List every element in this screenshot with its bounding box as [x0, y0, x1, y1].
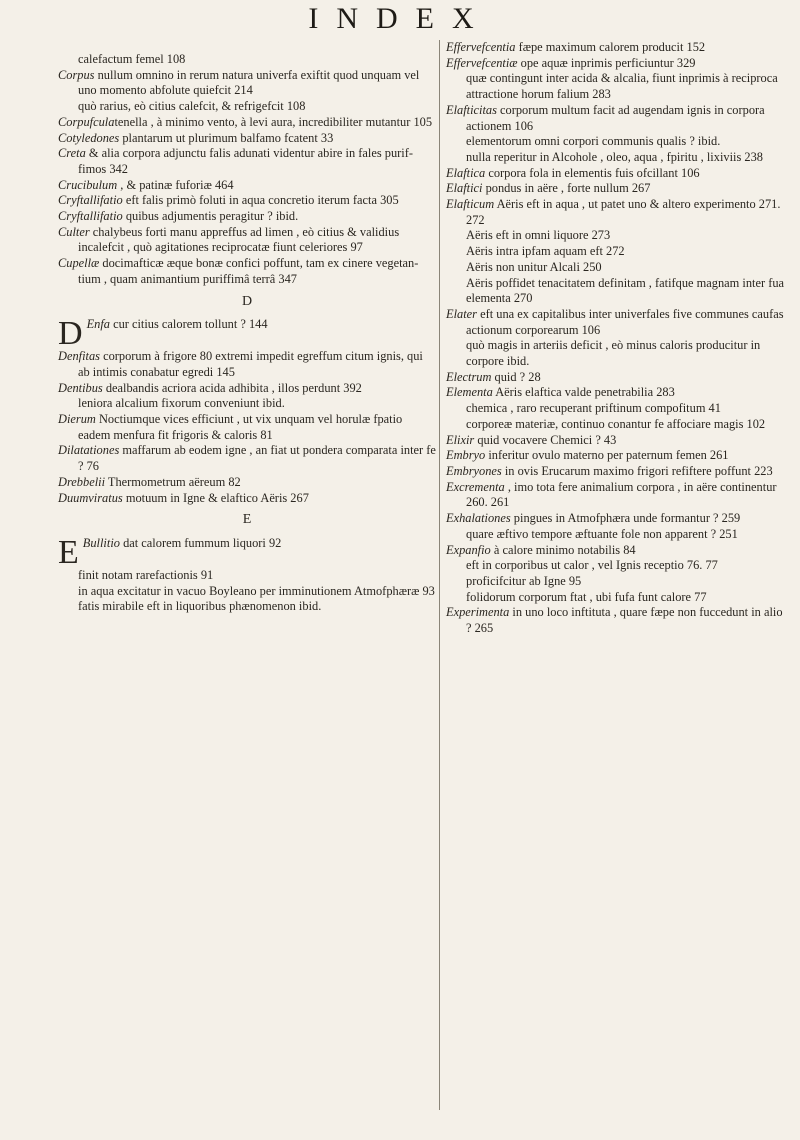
entry-text: maffarum ab eodem igne , an fiat ut pondera comparata inter fe ? 76 — [78, 443, 436, 474]
entry-text: quare æftivo tempore æftuante fole non apparent ? 251 — [466, 526, 738, 541]
entry-headword: Duumviratus — [58, 490, 123, 505]
entry-headword: Creta — [58, 146, 86, 161]
entry-text: leniora alcalium fixorum conveniunt ibid. — [78, 396, 285, 411]
entry-headword: Dentibus — [58, 380, 103, 395]
index-entry — [446, 338, 790, 369]
entry-text: calefactum femel 108 — [78, 52, 186, 66]
entry-headword: Embryones — [446, 463, 502, 478]
entry-text: Aëris eft in aqua , ut patet uno & altero experimento 271. 272 — [466, 197, 781, 227]
entry-headword: Cupellæ — [58, 256, 100, 271]
entry-text: plantarum ut plurimum balfamo fcatent 33 — [119, 130, 334, 145]
entry-text: Aëris elaftica valde penetrabilia 283 — [492, 385, 675, 400]
entry-text: fæpe maximum calorem producit 152 — [515, 40, 706, 54]
index-entry — [446, 56, 790, 72]
entry-text: tenella , à minimo vento, à levi aura, incredibiliter mutantur 105 — [114, 114, 433, 129]
index-entry — [58, 412, 436, 443]
index-entry — [446, 448, 790, 464]
entry-text: quò rarius, eò citius calefcit, & refrigefcit 108 — [78, 99, 306, 114]
entry-text: cur citius calorem tollunt ? 144 — [109, 317, 268, 332]
entry-text: nullum omnino in rerum natura univerfa exiftit quod unquam vel uno momento abfolute quiefcit 214 — [78, 67, 420, 98]
index-entry — [446, 543, 790, 559]
entry-text: Aëris intra ipfam aquam eft 272 — [466, 244, 625, 259]
index-entry — [58, 315, 436, 353]
index-entry — [58, 381, 436, 397]
entry-text: quid vocavere Chemici ? 43 — [474, 432, 617, 447]
entry-headword: Elafticum — [446, 197, 495, 212]
index-entry — [446, 197, 790, 228]
index-entry — [58, 475, 436, 491]
index-entry — [446, 558, 790, 574]
index-entry — [446, 228, 790, 244]
index-entry — [446, 150, 790, 166]
left-entries — [58, 52, 436, 288]
index-entry — [58, 396, 436, 412]
index-entry — [446, 370, 790, 386]
index-entry — [446, 605, 790, 636]
index-entry — [58, 131, 436, 147]
entry-headword: Bullitio — [82, 535, 120, 550]
entry-text: Thermometrum aëreum 82 — [105, 474, 241, 489]
entry-headword: Cryftallifatio — [58, 193, 123, 208]
entry-text: & alia corpora adjunctu falis adunati videntur abire in fales purif-fimos 342 — [78, 146, 413, 176]
entry-headword: Elater — [446, 306, 477, 321]
entry-text: eft una ex capitalibus inter univerfales five communes caufas actionum corporearum 106 — [466, 306, 784, 337]
page-header-index: INDEX — [308, 2, 492, 35]
entry-headword: Elementa — [446, 385, 493, 400]
entry-text: quò magis in arteriis deficit , eò minus caloris producitur in corpore ibid. — [466, 338, 761, 369]
entry-headword: Corpufcula — [58, 114, 115, 129]
entry-text: corpora fola in elementis fuis ofcillant 106 — [485, 165, 700, 180]
entry-text: pingues in Atmofphæra unde formantur ? 259 — [510, 511, 741, 526]
entry-text: , & patinæ fuforiæ 464 — [117, 177, 234, 192]
entry-headword: Experimenta — [446, 605, 510, 620]
entry-headword: Cotyledones — [58, 130, 120, 145]
index-entry — [446, 433, 790, 449]
entry-text: corporum multum facit ad augendam ignis in corpora actionem 106 — [466, 102, 765, 133]
entry-headword: Exhalationes — [446, 511, 511, 526]
index-entry — [446, 401, 790, 417]
index-entry — [58, 349, 436, 380]
column-divider — [439, 40, 440, 1110]
index-entry — [446, 166, 790, 182]
entry-text: dat calorem fummum liquori 92 — [119, 535, 282, 550]
entry-headword: Dierum — [58, 412, 96, 427]
entry-text: nulla reperitur in Alcohole , oleo, aqua , fpiritu , lixiviis 238 — [466, 149, 763, 164]
index-entry — [446, 244, 790, 260]
entry-headword: Cryftallifatio — [58, 209, 123, 224]
index-entry — [446, 511, 790, 527]
entry-text: folidorum corporum ftat , ubi fufa funt calore 77 — [466, 589, 707, 604]
index-entry — [58, 178, 436, 194]
index-entry — [446, 527, 790, 543]
entry-text: quid ? 28 — [491, 369, 541, 384]
entry-headword: Culter — [58, 224, 90, 239]
entry-headword: Elaftici — [446, 181, 483, 196]
index-entry — [446, 574, 790, 590]
entry-headword: Expanfio — [446, 542, 491, 557]
entry-text: Aëris non unitur Alcali 250 — [466, 259, 602, 274]
index-entry — [58, 491, 436, 507]
entry-text: Aëris poffidet tenacitatem definitam , fatifque magnam inter fua elementa 270 — [466, 275, 785, 306]
entry-text: quibus adjumentis peragitur ? ibid. — [122, 209, 299, 224]
entry-headword: Drebbelii — [58, 474, 106, 489]
entry-text: chalybeus forti manu appreffus ad limen , eò citius & validius incalefcit , quò agitationes reciprocatæ fiunt celeriores 97 — [78, 224, 400, 255]
index-entry — [446, 417, 790, 433]
index-entry — [58, 99, 436, 115]
entry-headword: Enfa — [86, 317, 110, 332]
entry-headword: Corpus — [58, 67, 95, 82]
index-entry — [58, 599, 436, 615]
entry-text: elementorum omni corpori communis qualis ? ibid. — [466, 134, 721, 149]
entry-headword: Electrum — [446, 369, 492, 384]
entry-text: corporeæ materiæ, continuo conantur fe affociare magis 102 — [466, 416, 766, 431]
entry-headword: Crucibulum — [58, 177, 118, 192]
entry-text: dealbandis acriora acida adhibita , illos perdunt 392 — [102, 380, 362, 395]
index-entry — [446, 134, 790, 150]
index-entry — [58, 193, 436, 209]
index-entry — [446, 260, 790, 276]
entry-text: motuum in Igne & elaftico Aëris 267 — [122, 490, 309, 505]
entry-headword: Elaftica — [446, 165, 486, 180]
entry-text: ope aquæ inprimis perficiuntur 329 — [517, 55, 696, 70]
index-entry — [58, 52, 436, 68]
entry-headword: Effervefcentia — [446, 40, 516, 54]
entry-headword: Denfitas — [58, 349, 100, 364]
entry-text: eft in corporibus ut calor , vel Ignis receptio 76. 77 — [466, 558, 718, 573]
right-entries — [446, 40, 790, 637]
entry-text: in ovis Erucarum maximo frigori refiftere poffunt 223 — [501, 463, 773, 478]
entry-text: corporum à frigore 80 extremi impedit egreffum citum ignis, qui ab intimis conabatur egredi 145 — [78, 349, 423, 379]
index-entry — [58, 533, 436, 571]
index-entry — [58, 209, 436, 225]
index-entry — [446, 464, 790, 480]
drop-cap: D — [58, 315, 83, 353]
section-letter-e: E — [242, 512, 252, 528]
index-entry — [58, 146, 436, 177]
entry-text: docimafticæ æque bonæ confici poffunt, tam ex cinere vegetan-tium , quam animantium puriffimâ terrâ 347 — [78, 256, 419, 286]
right-column — [446, 40, 790, 1110]
index-entry — [58, 584, 436, 600]
entry-text: à calore minimo notabilis 84 — [490, 542, 636, 557]
entry-text: Noctiumque vices efficiunt , ut vix unquam vel horulæ fpatio eadem menfura fit frigoris & caloris 81 — [78, 412, 403, 442]
d-entries — [58, 317, 436, 506]
index-entry — [446, 181, 790, 197]
index-entry — [58, 568, 436, 584]
left-column — [58, 52, 436, 1112]
entry-text: in aqua excitatur in vacuo Boyleano per imminutionem Atmofphæræ 93 — [78, 583, 435, 598]
index-entry — [446, 307, 790, 338]
entry-text: quæ contingunt inter acida & alcalia, fiunt inprimis à reciproca attractione horum falium 283 — [466, 71, 778, 102]
index-entry — [58, 256, 436, 287]
index-entry — [446, 480, 790, 511]
index-entry — [58, 68, 436, 99]
entry-headword: Effervefcentiæ — [446, 55, 518, 70]
entry-headword: Elixir — [446, 432, 475, 447]
index-entry — [58, 115, 436, 131]
entry-text: eft falis primò foluti in aqua concretio iterum facta 305 — [122, 193, 399, 208]
index-entry — [446, 385, 790, 401]
index-entry — [446, 40, 790, 56]
entry-text: inferitur ovulo materno per paternum femen 261 — [485, 448, 729, 463]
entry-text: fatis mirabile eft in liquoribus phænomenon ibid. — [78, 599, 322, 614]
entry-text: chemica , raro recuperant priftinum compofitum 41 — [466, 401, 721, 416]
index-entry — [446, 590, 790, 606]
entry-headword: Embryo — [446, 448, 486, 463]
entry-text: finit notam rarefactionis 91 — [78, 567, 214, 582]
index-entry — [446, 276, 790, 307]
entry-headword: Dilatationes — [58, 443, 120, 458]
index-entry — [446, 103, 790, 134]
entry-text: proficifcitur ab Igne 95 — [466, 573, 582, 588]
index-entry — [58, 225, 436, 256]
entry-headword: Excrementa — [446, 479, 505, 494]
entry-headword: Elafticitas — [446, 102, 497, 117]
entry-text: Aëris eft in omni liquore 273 — [466, 228, 611, 243]
entry-text: in uno loco inftituta , quare fæpe non fuccedunt in alio ? 265 — [466, 605, 783, 636]
index-entry — [446, 71, 790, 102]
section-letter-d: D — [241, 293, 253, 309]
e-entries — [58, 533, 436, 615]
entry-text: pondus in aëre , forte nullum 267 — [482, 181, 651, 196]
drop-cap: E — [58, 533, 79, 571]
entry-text: , imo tota fere animalium corpora , in aëre continentur 260. 261 — [466, 479, 777, 510]
index-entry — [58, 443, 436, 474]
